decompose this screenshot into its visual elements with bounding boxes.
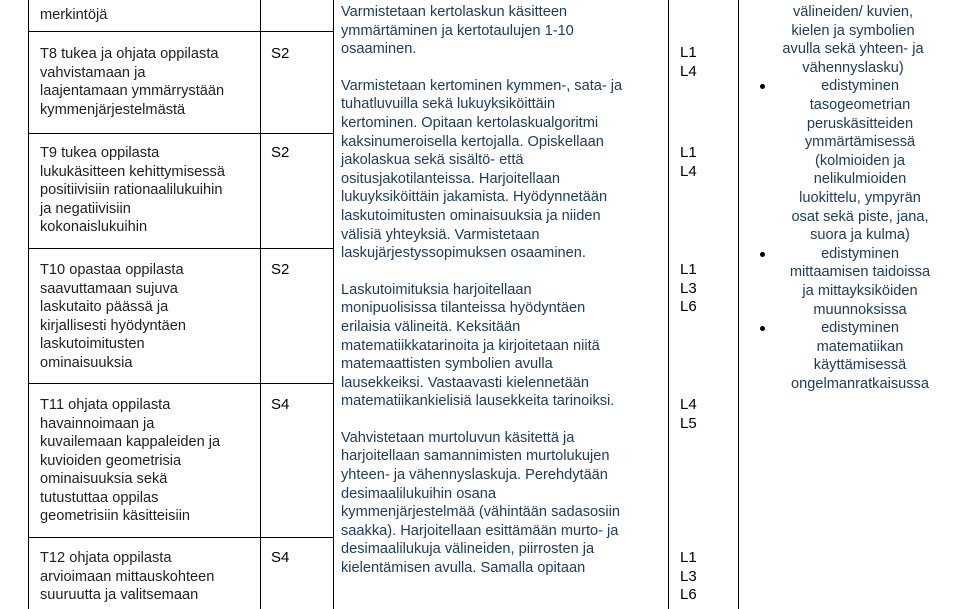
objective-line: T9 tukea oppilasta (40, 145, 160, 161)
code-label: L3 (680, 567, 697, 585)
text-line: käyttämisessä (813, 357, 907, 374)
row-divider (28, 248, 333, 249)
text-line: Laskutoimituksia harjoitellaan (341, 281, 532, 298)
assessment-list (748, 3, 958, 393)
column-divider (28, 0, 29, 609)
text-line: ymmärtäminen ja kertotaulujen 1-10 (341, 22, 574, 39)
assessment-bullets (748, 77, 958, 393)
row-divider (28, 133, 333, 134)
text-line: matemaattisten symbolien avulla (341, 356, 553, 373)
text-line: tasogeometrian (809, 96, 911, 113)
content-area-code: S2 (271, 261, 290, 278)
text-line: ongelmanratkaisussa (791, 375, 929, 392)
description-paragraph (341, 281, 666, 411)
objective-line: saavuttamaan sujuva (40, 280, 178, 297)
text-line: lausekkeiksi. Vastaavasti kielennetään (341, 374, 589, 391)
text-line: (kolmioiden ja (814, 152, 906, 169)
description-paragraph (341, 77, 666, 263)
text-line: kaksinumeroisella kertojalla. Opiskellaan (341, 133, 604, 150)
text-line: laskutoimitusten ominaisuuksia ja niiden (341, 207, 601, 224)
objective-line: T11 ohjata oppilasta (40, 397, 171, 413)
code-label: L6 (680, 586, 697, 603)
text-line: suora ja kulma) (810, 227, 910, 244)
row-divider (28, 31, 333, 32)
text-line: välineiden/ kuvien, (792, 4, 914, 20)
content-area-code: S4 (271, 396, 290, 413)
text-line: ja mittayksiköiden (802, 282, 918, 299)
assessment-intro (748, 3, 958, 77)
objective-t11 (40, 396, 260, 526)
code-label: L1 (680, 44, 697, 61)
objective-line: positiivisiin rationaalilukuihin (40, 182, 223, 198)
objective-line: geometrisiin käsitteisiin (40, 508, 191, 524)
row-divider (28, 383, 333, 384)
code-label: L4 (680, 162, 697, 180)
description-paragraph (341, 3, 666, 59)
text-line: saakka). Harjoitellaan esittämään murto- ja (341, 522, 619, 539)
column-divider (668, 0, 669, 609)
objective-line: laajentamaan ymmärrystään (40, 83, 225, 99)
objective-line: kuvioiden geometrisia (40, 452, 182, 469)
column-divider (333, 0, 334, 609)
text-line: tuhatluvuilla sekä lukuyksiköittäin (341, 96, 556, 113)
objective-line: arvioimaan mittauskohteen (40, 568, 215, 585)
objective-t12 (40, 549, 260, 605)
objective-line: laskutaito päässä ja (40, 299, 169, 315)
code-label: L3 (680, 279, 697, 297)
objective-line: suuruutta ja valitsemaan (40, 587, 199, 603)
objective-line: kirjallisesti hyödyntäen (40, 317, 187, 334)
cell-note: merkintöjä (40, 7, 108, 23)
column-divider (260, 0, 261, 609)
text-line: edistyminen (821, 78, 899, 95)
text-line: laskujärjestyssopimuksen osaaminen. (341, 245, 586, 262)
content-area-code: S4 (271, 549, 290, 566)
text-line: edistyminen (821, 320, 899, 337)
list-item (762, 77, 958, 244)
code-label: L1 (680, 144, 697, 161)
text-line: Vahvistetaan murtoluvun käsitettä ja (341, 429, 575, 446)
objective-line: ominaisuuksia sekä (40, 471, 168, 487)
transversal-codes (680, 549, 697, 605)
text-line: matematiikkatarinoita ja kirjoitetaan niitä (341, 337, 600, 354)
objective-line: T10 opastaa oppilasta (40, 262, 184, 278)
code-label: L1 (680, 549, 697, 566)
text-line: desimaalilukuja välineiden, piirrosten ja (341, 541, 595, 558)
objective-t9 (40, 144, 260, 237)
objective-line: kymmenjärjestelmästä (40, 101, 186, 118)
text-line: matematiikan (816, 338, 904, 355)
objective-t8 (40, 45, 260, 119)
transversal-codes (680, 44, 697, 81)
text-line: nelikulmioiden (813, 171, 907, 188)
transversal-codes (680, 261, 697, 317)
list-item (762, 245, 958, 319)
objective-line: lukukäsitteen kehittymisessä (40, 163, 225, 180)
text-line: osat sekä piste, jana, (791, 208, 929, 225)
text-line: ositusjakotilanteissa. Harjoitellaan (341, 170, 561, 187)
transversal-codes (680, 396, 697, 433)
objective-line: laskutoimitusten (40, 336, 145, 352)
text-line: välisiä yhteyksiä. Varmistetaan (341, 226, 540, 243)
text-line: Varmistetaan kertolaskun käsitteen (341, 4, 568, 20)
code-label: L4 (680, 62, 697, 80)
text-line: edistyminen (821, 245, 899, 262)
text-line: mittaamisen taidoissa (789, 264, 931, 281)
text-line: kielen ja symbolien (791, 22, 915, 39)
bullet-icon (760, 252, 765, 257)
objective-line: T12 ohjata oppilasta (40, 550, 172, 566)
list-item (762, 319, 958, 393)
text-line: erilaisia välineitä. Keksitään (341, 318, 521, 335)
text-line: peruskäsitteiden (806, 115, 914, 132)
text-line: kielentämisen avulla. Samalla opitaan (341, 560, 586, 577)
objective-line: vahvistamaan ja (40, 64, 146, 81)
code-label: L5 (680, 414, 697, 432)
transversal-codes (680, 144, 697, 181)
text-line: matematiikankielisiä lausekkeita tarinoiksi. (341, 393, 615, 410)
text-line: desimaalilukuihin osana (341, 485, 496, 502)
objective-line: havainnoimaan ja (40, 415, 155, 432)
objective-line: T8 tukea ja ohjata oppilasta (40, 46, 219, 62)
text-line: vähennyslasku) (802, 59, 904, 76)
objective-line: ominaisuuksia (40, 354, 133, 371)
objective-line: ja negatiivisiin (40, 200, 131, 217)
text-line: muunnoksissa (813, 301, 907, 318)
text-line: yhteen- ja vähennyslaskuja. Perehdytään (341, 467, 608, 484)
text-line: ymmärtämisessä (804, 134, 916, 151)
objective-t10 (40, 261, 260, 372)
code-label: L4 (680, 396, 697, 413)
text-line: osaaminen. (341, 41, 417, 58)
text-line: kertominen. Opitaan kertolaskualgoritmi (341, 114, 599, 131)
code-label: L6 (680, 298, 697, 315)
objective-line: tutustuttaa oppilas (40, 489, 159, 506)
description-paragraph (341, 429, 666, 578)
text-line: Varmistetaan kertominen kymmen-, sata- ja (341, 77, 623, 94)
content-area-code: S2 (271, 45, 290, 62)
objective-line: kokonaislukuihin (40, 219, 148, 235)
text-line: jakolaskua sekä sisältö- että (341, 152, 524, 169)
text-line: harjoitellaan samannimisten murtolukujen (341, 448, 610, 465)
text-line: avulla sekä yhteen- ja (782, 41, 924, 58)
objective-line: kuvailemaan kappaleiden ja (40, 434, 221, 450)
content-area-code: S2 (271, 144, 290, 161)
text-line: kymmenjärjestelmää (vähintään sadasosiin (341, 504, 621, 521)
code-label: L1 (680, 261, 697, 278)
content-description (341, 3, 666, 578)
row-divider (28, 537, 333, 538)
text-line: lukuyksiköittäin jakamista. Hyödynnetään (341, 189, 608, 206)
text-line: luokittelu, ympyrän (799, 189, 921, 206)
text-line: monipuolisissa tilanteissa hyödyntäen (341, 300, 586, 317)
column-divider (738, 0, 739, 609)
